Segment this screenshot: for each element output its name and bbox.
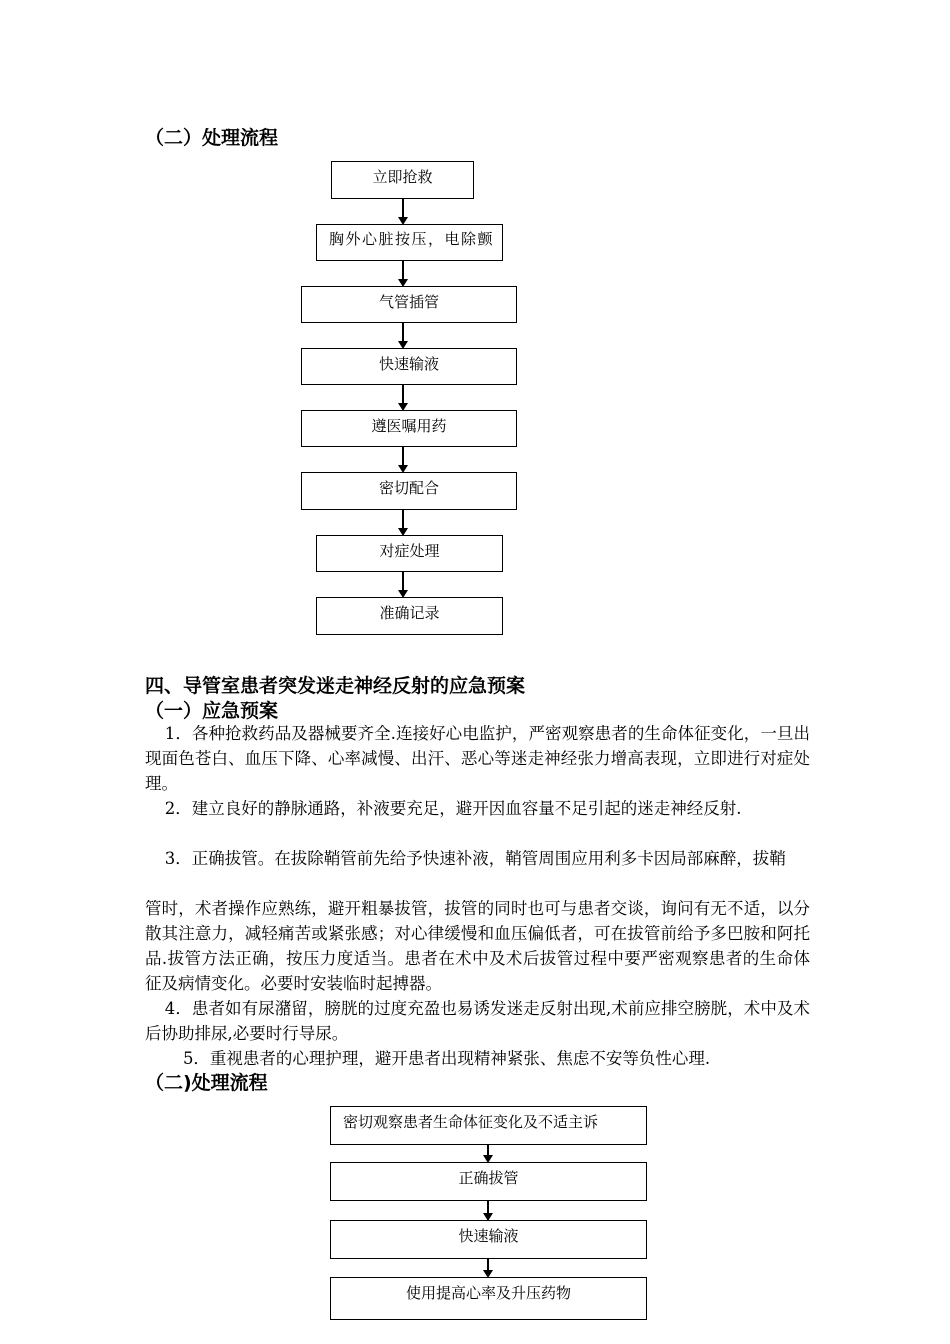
flow-step-rapid-infusion: 快速输液: [301, 348, 517, 385]
flow-arrow: [402, 261, 404, 285]
flow-step-intubation: 气管插管: [301, 286, 517, 323]
flow-step-heart-rate-pressor-drugs: 使用提高心率及升压药物: [330, 1277, 647, 1320]
flow-step-symptomatic-treatment: 对症处理: [316, 535, 503, 572]
section-heading-process-flow: （二）处理流程: [145, 127, 279, 149]
flow-step-correct-extubation: 正确拔管: [330, 1162, 647, 1201]
flow-step-chest-compression-defibrillation: 胸外心脏按压，电除颤: [316, 224, 503, 261]
flow-step-rapid-infusion-2: 快速输液: [330, 1220, 647, 1259]
flow-step-observe-vital-signs: 密切观察患者生命体征变化及不适主诉: [330, 1106, 647, 1145]
flow-arrow: [487, 1145, 489, 1161]
process-flow-heading: （二)处理流程: [145, 1072, 268, 1094]
section-four-title: 四、导管室患者突发迷走神经反射的应急预案: [145, 675, 526, 697]
paragraph-item-3: 3．正确拔管。在拔除鞘管前先给予快速补液，鞘管周围应用利多卡因局部麻醉，拔鞘: [164, 849, 786, 868]
flow-arrow: [402, 572, 404, 596]
flow-step-accurate-record: 准确记录: [316, 597, 503, 635]
paragraph-item-2: 2．建立良好的静脉通路，补液要充足，避开因血容量不足引起的迷走神经反射.: [164, 799, 742, 818]
flow-arrow: [402, 510, 404, 534]
emergency-plan-heading: （一）应急预案: [145, 700, 279, 722]
flow-arrow: [402, 323, 404, 347]
paragraph-item-3-continued: 管时，术者操作应熟练，避开粗暴拔管，拔管的同时也可与患者交谈，询问有无不适，以分散其注意力，减轻痛苦或紧张感；对心律缓慢和血压偏低者，可在拔管前给予多巴胺和阿托品.拔管方法正确，按压力度适当。患者在术中及术后拔管过程中要严密观察患者的生命体征及病情变化。必要时安装临时起搏器。: [145, 899, 810, 993]
flow-step-medication: 遵医嘱用药: [301, 410, 517, 447]
flow-arrow: [402, 447, 404, 471]
flow-arrow: [487, 1201, 489, 1219]
flow-step-immediate-rescue: 立即抢救: [331, 161, 474, 199]
paragraph-item-1: 1．各种抢救药品及器械要齐全.连接好心电监护，严密观察患者的生命体征变化，一旦出现面色苍白、血压下降、心率减慢、出汗、恶心等迷走神经张力增高表现，立即进行对症处理。: [145, 724, 810, 793]
paragraph-item-5: 5．重视患者的心理护理，避开患者出现精神紧张、焦虑不安等负性心理.: [182, 1049, 711, 1068]
flow-arrow: [402, 199, 404, 223]
flow-step-cooperation: 密切配合: [301, 472, 517, 510]
flow-arrow: [402, 385, 404, 409]
paragraph-item-4: 4．患者如有尿潴留，膀胱的过度充盈也易诱发迷走反射出现,术前应排空膀胱，术中及术后协助排尿,必要时行导尿。: [145, 999, 810, 1043]
flow-arrow: [487, 1259, 489, 1276]
